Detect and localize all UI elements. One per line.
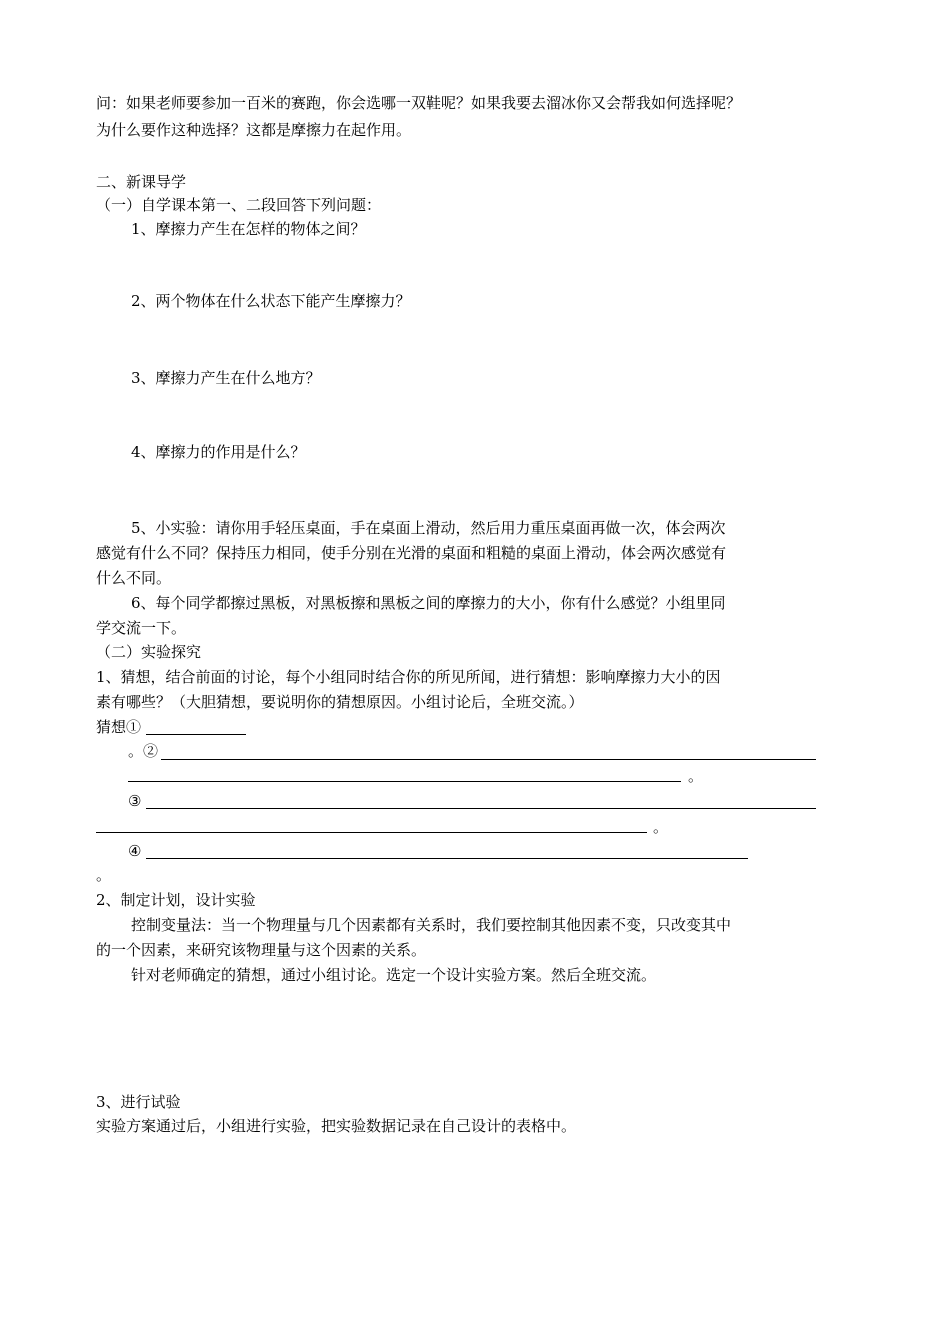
intro-line-2: 为什么要作这种选择？这都是摩擦力在起作用。 [96,121,412,139]
part-2-title: （二）实验探究 [96,643,202,661]
question-1: 1、摩擦力产生在怎样的物体之间？ [131,220,366,238]
part-1-title: （一）自学课本第一、二段回答下列问题： [96,196,382,214]
step-1-line-2: 素有哪些？（大胆猜想，要说明你的猜想原因。小组讨论后，全班交流。） [96,693,584,711]
guess-1-answer-line[interactable] [146,734,246,735]
question-5-line-3: 什么不同。 [96,569,172,587]
guess-4-label: ④ [128,842,142,860]
guess-2-answer-line-1[interactable] [161,759,816,760]
step-3-paragraph: 实验方案通过后，小组进行实验，把实验数据记录在自己设计的表格中。 [96,1117,577,1135]
intro-line-1: 问：如果老师要参加一百米的赛跑，你会选哪一双鞋呢？如果我要去溜冰你又会帮我如何选择呢？ [96,94,742,112]
step-1-line-1: 1、猜想，结合前面的讨论，每个小组同时结合你的所见所闻，进行猜想：影响摩擦力大小的因 [96,668,721,686]
guess-4-end-period: 。 [96,866,112,884]
guess-3-end-period: 。 [653,818,669,836]
question-3: 3、摩擦力产生在什么地方？ [131,369,321,387]
step-2-paragraph-2: 针对老师确定的猜想，通过小组讨论。选定一个设计实验方案。然后全班交流。 [131,966,657,984]
step-3-title: 3、进行试验 [96,1093,181,1111]
guess-4-answer-line[interactable] [146,858,748,859]
question-5-line-2: 感觉有什么不同？保持压力相同，使手分别在光滑的桌面和粗糙的桌面上滑动，体会两次感觉有 [96,544,727,562]
guess-2-label: 。② [128,742,159,760]
guess-1-label: 猜想① [96,718,142,736]
guess-2-end-period: 。 [688,767,704,785]
step-2-title: 2、制定计划，设计实验 [96,891,256,909]
question-5-line-1: 5、小实验：请你用手轻压桌面，手在桌面上滑动，然后用力重压桌面再做一次，体会两次 [131,519,726,537]
question-4: 4、摩擦力的作用是什么？ [131,443,306,461]
question-6-line-1: 6、每个同学都擦过黑板，对黑板擦和黑板之间的摩擦力的大小，你有什么感觉？小组里同 [131,594,726,612]
step-2-paragraph-1-line-1: 控制变量法：当一个物理量与几个因素都有关系时，我们要控制其他因素不变，只改变其中 [131,916,732,934]
guess-3-label: ③ [128,792,142,810]
guess-3-answer-line-1[interactable] [146,808,816,809]
question-6-line-2: 学交流一下。 [96,619,187,637]
step-2-paragraph-1-line-2: 的一个因素，来研究该物理量与这个因素的关系。 [96,941,427,959]
guess-2-answer-line-2[interactable] [128,781,681,782]
guess-3-answer-line-2[interactable] [96,832,647,833]
section-2-title: 二、新课导学 [96,173,187,191]
question-2: 2、两个物体在什么状态下能产生摩擦力？ [131,292,411,310]
